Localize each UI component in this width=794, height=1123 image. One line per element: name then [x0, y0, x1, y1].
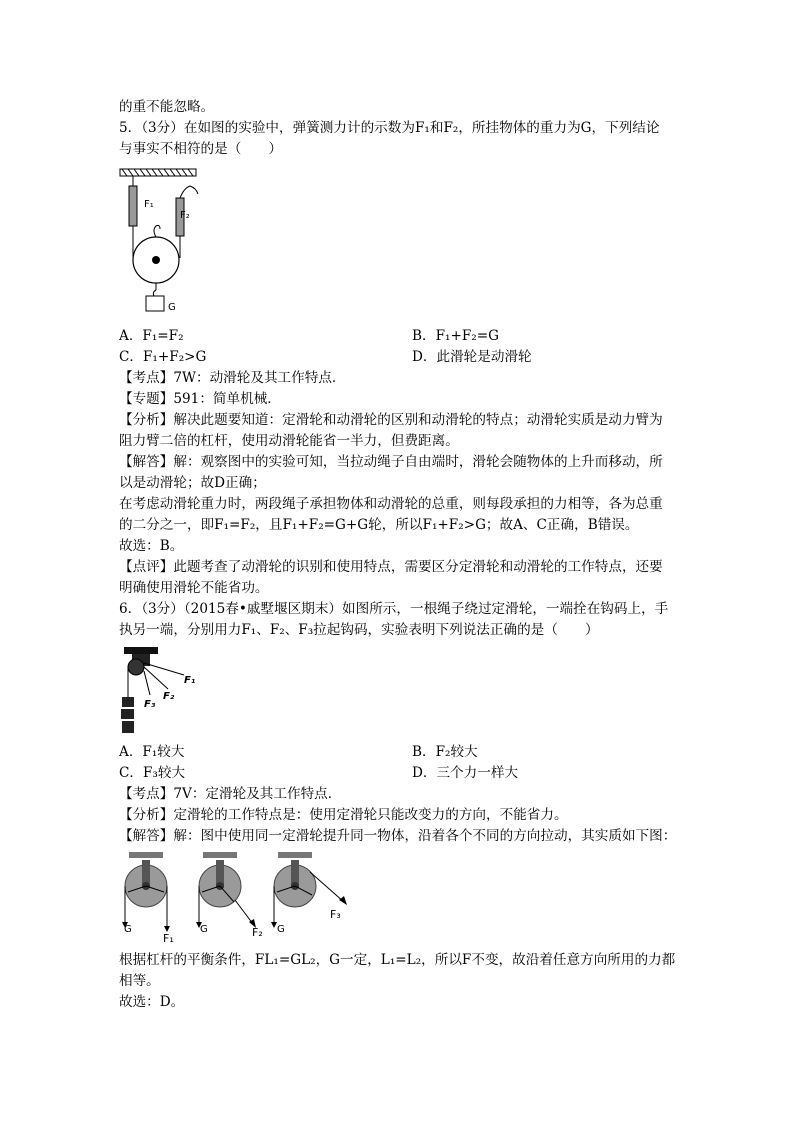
question-5-stem: 5．（3分）在如图的实验中，弹簧测力计的示数为F₁和F₂，所挂物体的重力为G，下列结论: [119, 120, 660, 136]
question-6-stem-cont: 执另一端，分别用力F₁、F₂、F₃拉起钩码，实验表明下列说法正确的是（ ）: [119, 622, 599, 638]
q6-fenxi: 【分析】定滑轮的工作特点是：使用定滑轮只能改变力的方向，不能省力。: [119, 807, 568, 823]
text-line: 的重不能忽略。: [119, 99, 215, 115]
lever3-label-f3: F₃: [330, 908, 341, 921]
q5-answer: 故选：B。: [119, 538, 184, 554]
q5-option-b: B．F₁+F₂=G: [412, 328, 499, 344]
pulley-diagram-2: [196, 852, 263, 939]
q5-option-c: C．F₁+F₂>G: [119, 349, 207, 365]
lever3-label-g: G: [277, 924, 285, 935]
q5-jieda: 【解答】解：观察图中的实验可知，当拉动绳子自由端时，滑轮会随物体的上升而移动，所: [119, 454, 663, 470]
q5-pulley-figure: [118, 168, 208, 318]
q5-jieda-cont: 在考虑动滑轮重力时，两段绳子承担物体和动滑轮的总重，则每段承担的力相等，各为总重: [119, 496, 663, 512]
q6-lever-figure: [118, 850, 358, 946]
q6-jieda-cont: 相等。: [119, 973, 160, 989]
lever2-label-f2: F₂: [252, 926, 263, 939]
q5-zhuanti: 【专题】591：简单机械．: [119, 391, 281, 407]
q5-fenxi: 【分析】解决此题要知道：定滑轮和动滑轮的区别和动滑轮的特点；动滑轮实质是动力臂为: [119, 412, 663, 428]
question-5-stem-cont: 与事实不相符的是（ ）: [119, 141, 283, 157]
q6-option-d: D．三个力一样大: [412, 765, 519, 781]
q5-jieda-cont: 的二分之一，即F₁=F₂，且F₁+F₂=G+G轮，所以F₁+F₂>G；故A、C正确，B错误。: [119, 517, 639, 533]
q6-option-b: B．F₂较大: [412, 744, 478, 760]
q5-dianping-cont: 明确使用滑轮不能省功。: [119, 580, 269, 596]
q5-label-f2: F₂: [180, 210, 190, 221]
lever1-label-g: G: [124, 924, 132, 935]
q5-jieda-cont: 以是动滑轮；故D正确；: [119, 475, 266, 491]
pulley-diagram-1: [122, 852, 174, 945]
lever2-label-g: G: [200, 924, 208, 935]
q5-kaodian: 【考点】7W：动滑轮及其工作特点．: [119, 370, 346, 386]
q5-dianping: 【点评】此题考查了动滑轮的识别和使用特点，需要区分定滑轮和动滑轮的工作特点，还要: [119, 559, 663, 575]
q5-option-a: A．F₁=F₂: [119, 328, 184, 344]
q6-label-f1: F₁: [184, 675, 196, 686]
q6-answer: 故选：D。: [119, 994, 185, 1010]
q6-option-c: C．F₃较大: [119, 765, 186, 781]
q6-label-f3: F₃: [144, 699, 156, 710]
q5-option-d: D．此滑轮是动滑轮: [412, 349, 532, 365]
q5-fenxi-cont: 阻力臂二倍的杠杆，使用动滑轮能省一半力，但费距离。: [119, 433, 459, 449]
question-6-stem: 6．（3分）（2015春•戚墅堰区期末）如图所示，一根绳子绕过定滑轮，一端拴在钩码上，手: [119, 601, 669, 617]
lever1-label-f1: F₁: [163, 932, 174, 945]
pulley-diagram-3: [271, 852, 347, 935]
q6-option-a: A．F₁较大: [119, 744, 185, 760]
q6-kaodian: 【考点】7V：定滑轮及其工作特点．: [119, 786, 342, 802]
q6-jieda: 【解答】解：图中使用同一定滑轮提升同一物体，沿着各个不同的方向拉动，其实质如下图：: [119, 828, 677, 844]
q6-label-f2: F₂: [163, 691, 175, 702]
q5-label-g: G: [168, 302, 176, 313]
q6-pulley-figure: [118, 645, 198, 737]
q5-label-f1: F₁: [144, 199, 154, 210]
q6-jieda-cont: 根据杠杆的平衡条件，FL₁=GL₂，G一定，L₁=L₂，所以F不变，故沿着任意方向所用的力都: [119, 952, 676, 968]
